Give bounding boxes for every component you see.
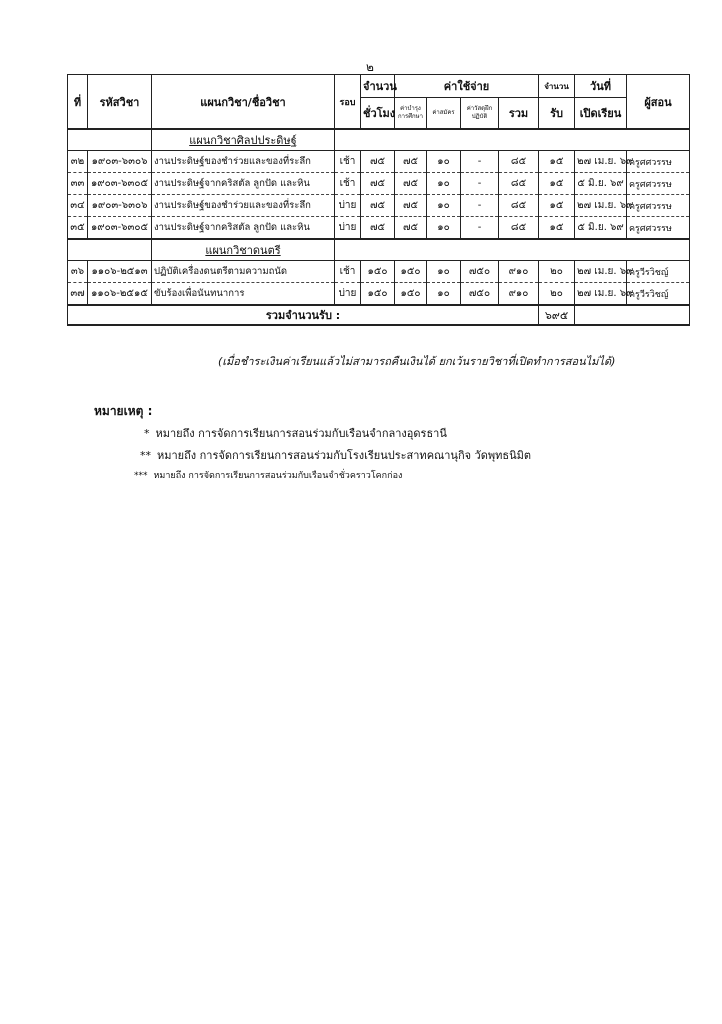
row-fee-application: ๑๐ [427, 151, 461, 173]
course-table [67, 74, 690, 326]
row-fee-materials: ๗๕๐ [461, 283, 499, 306]
row-fee-materials: - [461, 195, 499, 217]
row-date: ๒๗ เม.ย. ๖๙ [575, 195, 627, 217]
department-cell [152, 129, 335, 151]
row-accept: ๒๐ [539, 261, 575, 283]
row-session: เช้า [335, 173, 361, 195]
row-name: งานประดิษฐ์จากคริสตัล ลูกปัด และหิน [152, 217, 335, 240]
header-session: รอบ [335, 75, 361, 130]
remark-item [134, 468, 402, 482]
table-row [68, 195, 690, 217]
row-accept: ๑๕ [539, 217, 575, 240]
table-row [68, 217, 690, 240]
header-no: ที่ [68, 75, 88, 130]
header-teacher: ผู้สอน [627, 75, 690, 130]
row-fee-materials: - [461, 173, 499, 195]
header-hours-top: จำนวน [361, 75, 395, 98]
row-accept: ๑๕ [539, 195, 575, 217]
department-spacer [335, 239, 690, 261]
row-fee-maintenance: ๗๕ [395, 195, 427, 217]
row-teacher: ครูศศวรรษ [627, 195, 690, 217]
refund-note: (เมื่อชำระเงินค่าเรียนแล้วไม่สามารถคืนเงินได้ ยกเว้นรายวิชาที่เปิดทำการสอนไม่ได้) [218, 355, 616, 368]
row-fee-total: ๘๕ [499, 195, 539, 217]
row-fee-application: ๑๐ [427, 173, 461, 195]
row-name: งานประดิษฐ์จากคริสตัล ลูกปัด และหิน [152, 173, 335, 195]
row-fee-maintenance: ๗๕ [395, 217, 427, 240]
row-fee-application: ๑๐ [427, 195, 461, 217]
row-fee-maintenance: ๑๕๐ [395, 261, 427, 283]
row-no: ๓๕ [68, 217, 88, 240]
row-code: ๑๙๐๓-๖๓๐๖ [88, 195, 152, 217]
row-name: ขับร้องเพื่อนันทนาการ [152, 283, 335, 306]
row-accept: ๑๕ [539, 173, 575, 195]
row-hours: ๗๕ [361, 173, 395, 195]
row-name: งานประดิษฐ์ของชำร่วยและของที่ระลึก [152, 151, 335, 173]
row-fee-materials: - [461, 151, 499, 173]
row-fee-materials: ๗๕๐ [461, 261, 499, 283]
row-session: บ่าย [335, 195, 361, 217]
row-teacher: ครูศศวรรษ [627, 151, 690, 173]
table-row [68, 173, 690, 195]
row-accept: ๑๕ [539, 151, 575, 173]
header-fee-total: รวม [499, 98, 539, 130]
row-teacher: ครูวีรวิชญ์ [627, 261, 690, 283]
row-fee-total: ๘๕ [499, 173, 539, 195]
row-code: ๑๙๐๓-๖๓๐๕ [88, 173, 152, 195]
department-row [68, 239, 690, 261]
row-hours: ๗๕ [361, 151, 395, 173]
row-session: เช้า [335, 151, 361, 173]
row-fee-total: ๙๑๐ [499, 283, 539, 306]
remark-text: หมายถึง การจัดการเรียนการสอนร่วมกับโรงเรียนประสาทคณานุกิจ วัดพุทธนิมิต [157, 449, 531, 462]
total-blank [575, 305, 690, 325]
row-date: ๒๗ เม.ย. ๖๙ [575, 151, 627, 173]
row-date: ๕ มิ.ย. ๖๙ [575, 173, 627, 195]
row-accept: ๒๐ [539, 283, 575, 306]
row-fee-total: ๙๑๐ [499, 261, 539, 283]
department-cell [152, 239, 335, 261]
header-accept-bottom: รับ [539, 98, 575, 130]
row-no: ๓๔ [68, 195, 88, 217]
header-fee-maintenance: ค่าบำรุงการศึกษา [395, 98, 427, 130]
row-teacher: ครูวีรวิชญ์ [627, 283, 690, 306]
header-code: รหัสวิชา [88, 75, 152, 130]
header-hours-bottom: ชั่วโมง [361, 98, 395, 130]
remark-item [140, 446, 531, 464]
row-date: ๕ มิ.ย. ๖๙ [575, 217, 627, 240]
header-accept-top: จำนวน [539, 75, 575, 98]
total-value: ๖๙๕ [539, 305, 575, 325]
header-fee-materials: ค่าวัสดุฝึกปฏิบัติ [461, 98, 499, 130]
header-date-bottom: เปิดเรียน [575, 98, 627, 130]
row-hours: ๗๕ [361, 195, 395, 217]
row-session: บ่าย [335, 283, 361, 306]
row-teacher: ครูศศวรรษ [627, 173, 690, 195]
row-session: บ่าย [335, 217, 361, 240]
row-name: ปฏิบัติเครื่องดนตรีตามความถนัด [152, 261, 335, 283]
row-fee-application: ๑๐ [427, 217, 461, 240]
remarks-title: หมายเหตุ : [94, 404, 153, 418]
table-row [68, 261, 690, 283]
row-no: ๓๓ [68, 173, 88, 195]
department-row [68, 129, 690, 151]
remark-mark: ** [140, 449, 151, 462]
row-hours: ๑๕๐ [361, 261, 395, 283]
remark-text: หมายถึง การจัดการเรียนการสอนร่วมกับเรือนจำชั่วคราวโคกก่อง [153, 471, 403, 481]
header-fee-application: ค่าสมัคร [427, 98, 461, 130]
department-name: แผนกวิชาดนตรี [205, 244, 281, 257]
department-spacer [68, 129, 152, 151]
row-hours: ๗๕ [361, 217, 395, 240]
department-spacer [68, 239, 152, 261]
remark-item [144, 424, 447, 442]
row-code: ๑๙๐๓-๖๓๐๕ [88, 217, 152, 240]
table-row [68, 283, 690, 306]
row-session: เช้า [335, 261, 361, 283]
row-fee-application: ๑๐ [427, 283, 461, 306]
page-number: ๒ [366, 60, 374, 74]
row-fee-application: ๑๐ [427, 261, 461, 283]
remark-text: หมายถึง การจัดการเรียนการสอนร่วมกับเรือนจำกลางอุดรธานี [155, 427, 447, 440]
row-fee-maintenance: ๗๕ [395, 151, 427, 173]
row-fee-total: ๘๕ [499, 217, 539, 240]
row-teacher: ครูศศวรรษ [627, 217, 690, 240]
row-name: งานประดิษฐ์ของชำร่วยและของที่ระลึก [152, 195, 335, 217]
department-name: แผนกวิชาศิลปประดิษฐ์ [189, 134, 297, 147]
row-code: ๑๑๐๖-๒๕๑๕ [88, 283, 152, 306]
row-fee-maintenance: ๑๕๐ [395, 283, 427, 306]
header-date-top: วันที่ [575, 75, 627, 98]
remark-mark: * [144, 427, 150, 440]
table-row [68, 151, 690, 173]
row-code: ๑๑๐๖-๒๕๑๓ [88, 261, 152, 283]
row-hours: ๑๕๐ [361, 283, 395, 306]
row-no: ๓๗ [68, 283, 88, 306]
row-no: ๓๒ [68, 151, 88, 173]
row-code: ๑๙๐๓-๖๓๐๖ [88, 151, 152, 173]
department-spacer [335, 129, 690, 151]
row-no: ๓๖ [68, 261, 88, 283]
row-date: ๒๗ เม.ย. ๖๙ [575, 261, 627, 283]
row-fee-total: ๘๕ [499, 151, 539, 173]
row-date: ๒๗ เม.ย. ๖๙ [575, 283, 627, 306]
header-subject: แผนกวิชา/ชื่อวิชา [152, 75, 335, 130]
row-fee-maintenance: ๗๕ [395, 173, 427, 195]
row-fee-materials: - [461, 217, 499, 240]
total-label: รวมจำนวนรับ : [68, 305, 539, 325]
remark-mark: *** [134, 471, 148, 481]
header-expenses: ค่าใช้จ่าย [395, 75, 539, 98]
